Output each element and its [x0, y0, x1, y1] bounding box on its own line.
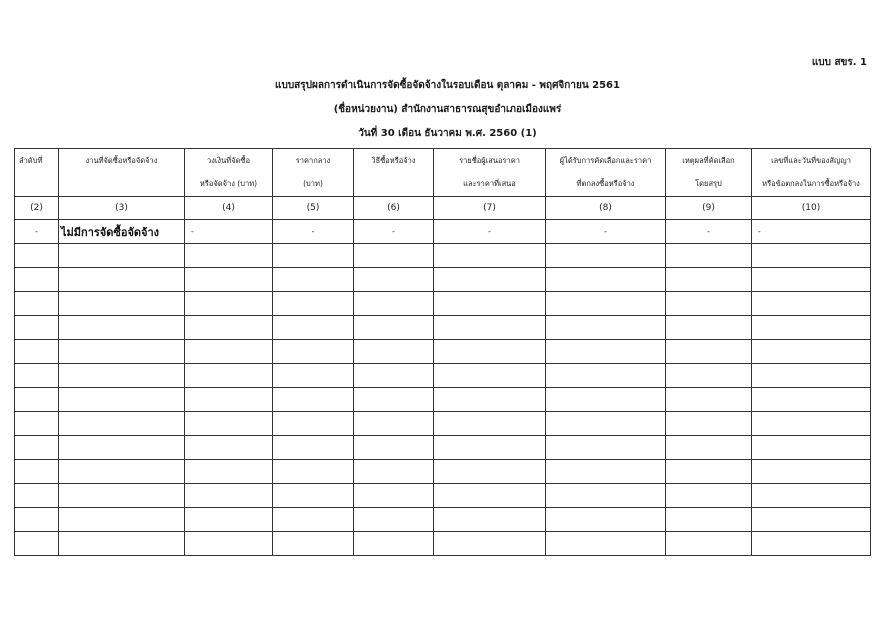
empty-table-cell [752, 412, 871, 436]
empty-table-cell [15, 388, 59, 412]
header-line: เลขที่และวันที่ของสัญญา [771, 156, 851, 165]
empty-table-cell [354, 508, 434, 532]
empty-table-cell [434, 532, 546, 556]
empty-table-cell [354, 532, 434, 556]
empty-table-cell [752, 340, 871, 364]
empty-table-cell [185, 268, 273, 292]
empty-table-cell [273, 316, 354, 340]
empty-table-cell [752, 484, 871, 508]
table-cell: - [546, 220, 666, 244]
empty-table-cell [546, 412, 666, 436]
empty-table-cell [185, 292, 273, 316]
empty-table-row [15, 268, 871, 292]
table-cell: - [434, 220, 546, 244]
empty-table-cell [15, 244, 59, 268]
empty-table-cell [354, 484, 434, 508]
empty-table-cell [273, 484, 354, 508]
empty-table-cell [273, 460, 354, 484]
header-cell-selected-vendor [546, 149, 666, 197]
empty-table-cell [273, 388, 354, 412]
empty-table-cell [59, 244, 185, 268]
empty-table-cell [546, 484, 666, 508]
header-cell-work-item [59, 149, 185, 197]
table-row [15, 220, 871, 244]
empty-table-cell [666, 244, 752, 268]
column-number: (2) [15, 197, 59, 220]
empty-table-cell [15, 460, 59, 484]
empty-table-cell [666, 460, 752, 484]
empty-table-cell [15, 436, 59, 460]
empty-table-cell [752, 364, 871, 388]
empty-table-cell [59, 532, 185, 556]
column-number: (4) [185, 197, 273, 220]
empty-table-cell [666, 316, 752, 340]
empty-table-cell [15, 412, 59, 436]
empty-table-cell [666, 532, 752, 556]
empty-table-cell [434, 388, 546, 412]
empty-table-cell [59, 364, 185, 388]
empty-table-cell [185, 508, 273, 532]
empty-table-cell [185, 244, 273, 268]
empty-table-cell [15, 508, 59, 532]
empty-table-cell [666, 436, 752, 460]
empty-table-cell [752, 244, 871, 268]
empty-table-cell [354, 268, 434, 292]
empty-table-row [15, 340, 871, 364]
empty-table-cell [546, 268, 666, 292]
empty-table-cell [185, 316, 273, 340]
empty-table-cell [354, 340, 434, 364]
empty-table-cell [546, 436, 666, 460]
empty-table-cell [15, 532, 59, 556]
empty-table-cell [15, 292, 59, 316]
header-line: และราคาที่เสนอ [463, 179, 516, 188]
empty-table-cell [666, 508, 752, 532]
empty-table-row [15, 388, 871, 412]
empty-table-cell [434, 316, 546, 340]
empty-table-row [15, 484, 871, 508]
column-number: (3) [59, 197, 185, 220]
table-cell: - [273, 220, 354, 244]
header-line: งานที่จัดซื้อหรือจัดจ้าง [85, 156, 158, 165]
empty-table-cell [666, 340, 752, 364]
empty-table-cell [59, 484, 185, 508]
empty-table-cell [354, 244, 434, 268]
empty-table-cell [15, 340, 59, 364]
empty-table-row [15, 292, 871, 316]
column-number-row [15, 197, 871, 220]
empty-table-cell [434, 268, 546, 292]
table-cell: - [666, 220, 752, 244]
empty-table-cell [546, 340, 666, 364]
empty-table-cell [434, 412, 546, 436]
empty-table-cell [185, 388, 273, 412]
empty-table-cell [666, 484, 752, 508]
empty-table-cell [185, 364, 273, 388]
header-line: ผู้ได้รับการคัดเลือกและราคา [559, 156, 652, 165]
header-line: หรือข้อตกลงในการซื้อหรือจ้าง [762, 179, 860, 188]
empty-table-cell [434, 364, 546, 388]
table-cell: - [185, 220, 273, 244]
empty-table-cell [15, 484, 59, 508]
header-line: ลำดับที่ [19, 156, 43, 165]
header-line: วงเงินที่จัดซื้อ [206, 156, 251, 165]
empty-table-row [15, 412, 871, 436]
empty-table-cell [185, 412, 273, 436]
header-line: เหตุผลที่คัดเลือก [682, 156, 735, 165]
empty-table-cell [434, 460, 546, 484]
empty-table-cell [354, 460, 434, 484]
header-cell-method [354, 149, 434, 197]
column-number: (7) [434, 197, 546, 220]
procurement-summary-table [14, 148, 871, 556]
empty-table-row [15, 364, 871, 388]
empty-table-cell [546, 388, 666, 412]
empty-table-cell [354, 364, 434, 388]
empty-table-cell [434, 340, 546, 364]
column-number: (8) [546, 197, 666, 220]
empty-table-cell [59, 412, 185, 436]
empty-table-cell [546, 364, 666, 388]
column-number: (10) [752, 197, 871, 220]
table-cell: - [15, 220, 59, 244]
empty-table-cell [666, 268, 752, 292]
empty-table-cell [273, 436, 354, 460]
empty-table-row [15, 436, 871, 460]
report-title: แบบสรุปผลการดำเนินการจัดซื้อจัดจ้างในรอบเดือน ตุลาคม - พฤศจิกายน 2561 [275, 80, 620, 91]
empty-table-cell [546, 244, 666, 268]
empty-table-cell [185, 340, 273, 364]
empty-table-cell [546, 508, 666, 532]
empty-table-cell [666, 292, 752, 316]
empty-table-cell [59, 292, 185, 316]
empty-table-cell [666, 412, 752, 436]
empty-table-cell [752, 388, 871, 412]
header-cell-contract [752, 149, 871, 197]
empty-table-cell [752, 436, 871, 460]
empty-table-cell [434, 484, 546, 508]
empty-table-cell [666, 364, 752, 388]
empty-table-cell [59, 268, 185, 292]
empty-table-cell [752, 316, 871, 340]
empty-table-row [15, 508, 871, 532]
empty-table-cell [354, 292, 434, 316]
empty-table-cell [15, 316, 59, 340]
header-line: รายชื่อผู้เสนอราคา [459, 156, 520, 165]
header-row [15, 149, 871, 197]
header-line: หรือจัดจ้าง (บาท) [199, 179, 258, 188]
empty-table-cell [59, 340, 185, 364]
empty-table-cell [752, 460, 871, 484]
empty-table-row [15, 532, 871, 556]
empty-table-cell [546, 532, 666, 556]
empty-table-cell [752, 268, 871, 292]
empty-table-cell [273, 364, 354, 388]
empty-table-cell [434, 508, 546, 532]
empty-table-cell [434, 436, 546, 460]
report-date: วันที่ 30 เดือน ธันวาคม พ.ศ. 2560 (1) [358, 128, 537, 139]
empty-table-cell [59, 460, 185, 484]
empty-table-cell [752, 532, 871, 556]
empty-table-cell [354, 388, 434, 412]
empty-table-row [15, 244, 871, 268]
empty-table-cell [752, 508, 871, 532]
table-cell: - [752, 220, 871, 244]
empty-table-cell [185, 484, 273, 508]
header-cell-sequence [15, 149, 59, 197]
empty-table-cell [273, 508, 354, 532]
empty-table-cell [273, 244, 354, 268]
header-cell-budget [185, 149, 273, 197]
empty-table-cell [15, 364, 59, 388]
empty-table-cell [185, 436, 273, 460]
empty-table-cell [273, 412, 354, 436]
empty-table-cell [59, 388, 185, 412]
table-cell: ไม่มีการจัดซื้อจัดจ้าง [59, 220, 185, 244]
empty-table-cell [273, 268, 354, 292]
empty-table-cell [546, 316, 666, 340]
header-cell-reason [666, 149, 752, 197]
empty-table-cell [59, 436, 185, 460]
empty-table-cell [15, 268, 59, 292]
empty-table-cell [273, 340, 354, 364]
column-number: (5) [273, 197, 354, 220]
empty-table-cell [434, 244, 546, 268]
form-code: แบบ สขร. 1 [811, 57, 867, 68]
empty-table-cell [185, 460, 273, 484]
empty-table-cell [59, 508, 185, 532]
header-cell-bidders [434, 149, 546, 197]
empty-table-cell [546, 460, 666, 484]
empty-table-cell [273, 292, 354, 316]
empty-table-cell [273, 532, 354, 556]
header-line: ราคากลาง [295, 156, 331, 165]
empty-table-cell [752, 292, 871, 316]
empty-table-cell [434, 292, 546, 316]
column-number: (6) [354, 197, 434, 220]
empty-table-cell [354, 412, 434, 436]
header-line: ที่ตกลงซื้อหรือจ้าง [576, 179, 635, 188]
column-number: (9) [666, 197, 752, 220]
empty-table-cell [354, 316, 434, 340]
empty-table-cell [546, 292, 666, 316]
empty-table-cell [666, 388, 752, 412]
header-cell-median-price [273, 149, 354, 197]
agency-name: (ชื่อหน่วยงาน) สำนักงานสาธารณสุขอำเภอเมืองแพร่ [333, 104, 562, 115]
empty-table-row [15, 316, 871, 340]
empty-table-cell [354, 436, 434, 460]
header-line: (บาท) [303, 179, 323, 188]
table-cell: - [354, 220, 434, 244]
empty-table-cell [185, 532, 273, 556]
empty-table-cell [59, 316, 185, 340]
header-line: โดยสรุป [695, 179, 722, 188]
header-line: วิธีซื้อหรือจ้าง [371, 156, 416, 165]
empty-table-row [15, 460, 871, 484]
